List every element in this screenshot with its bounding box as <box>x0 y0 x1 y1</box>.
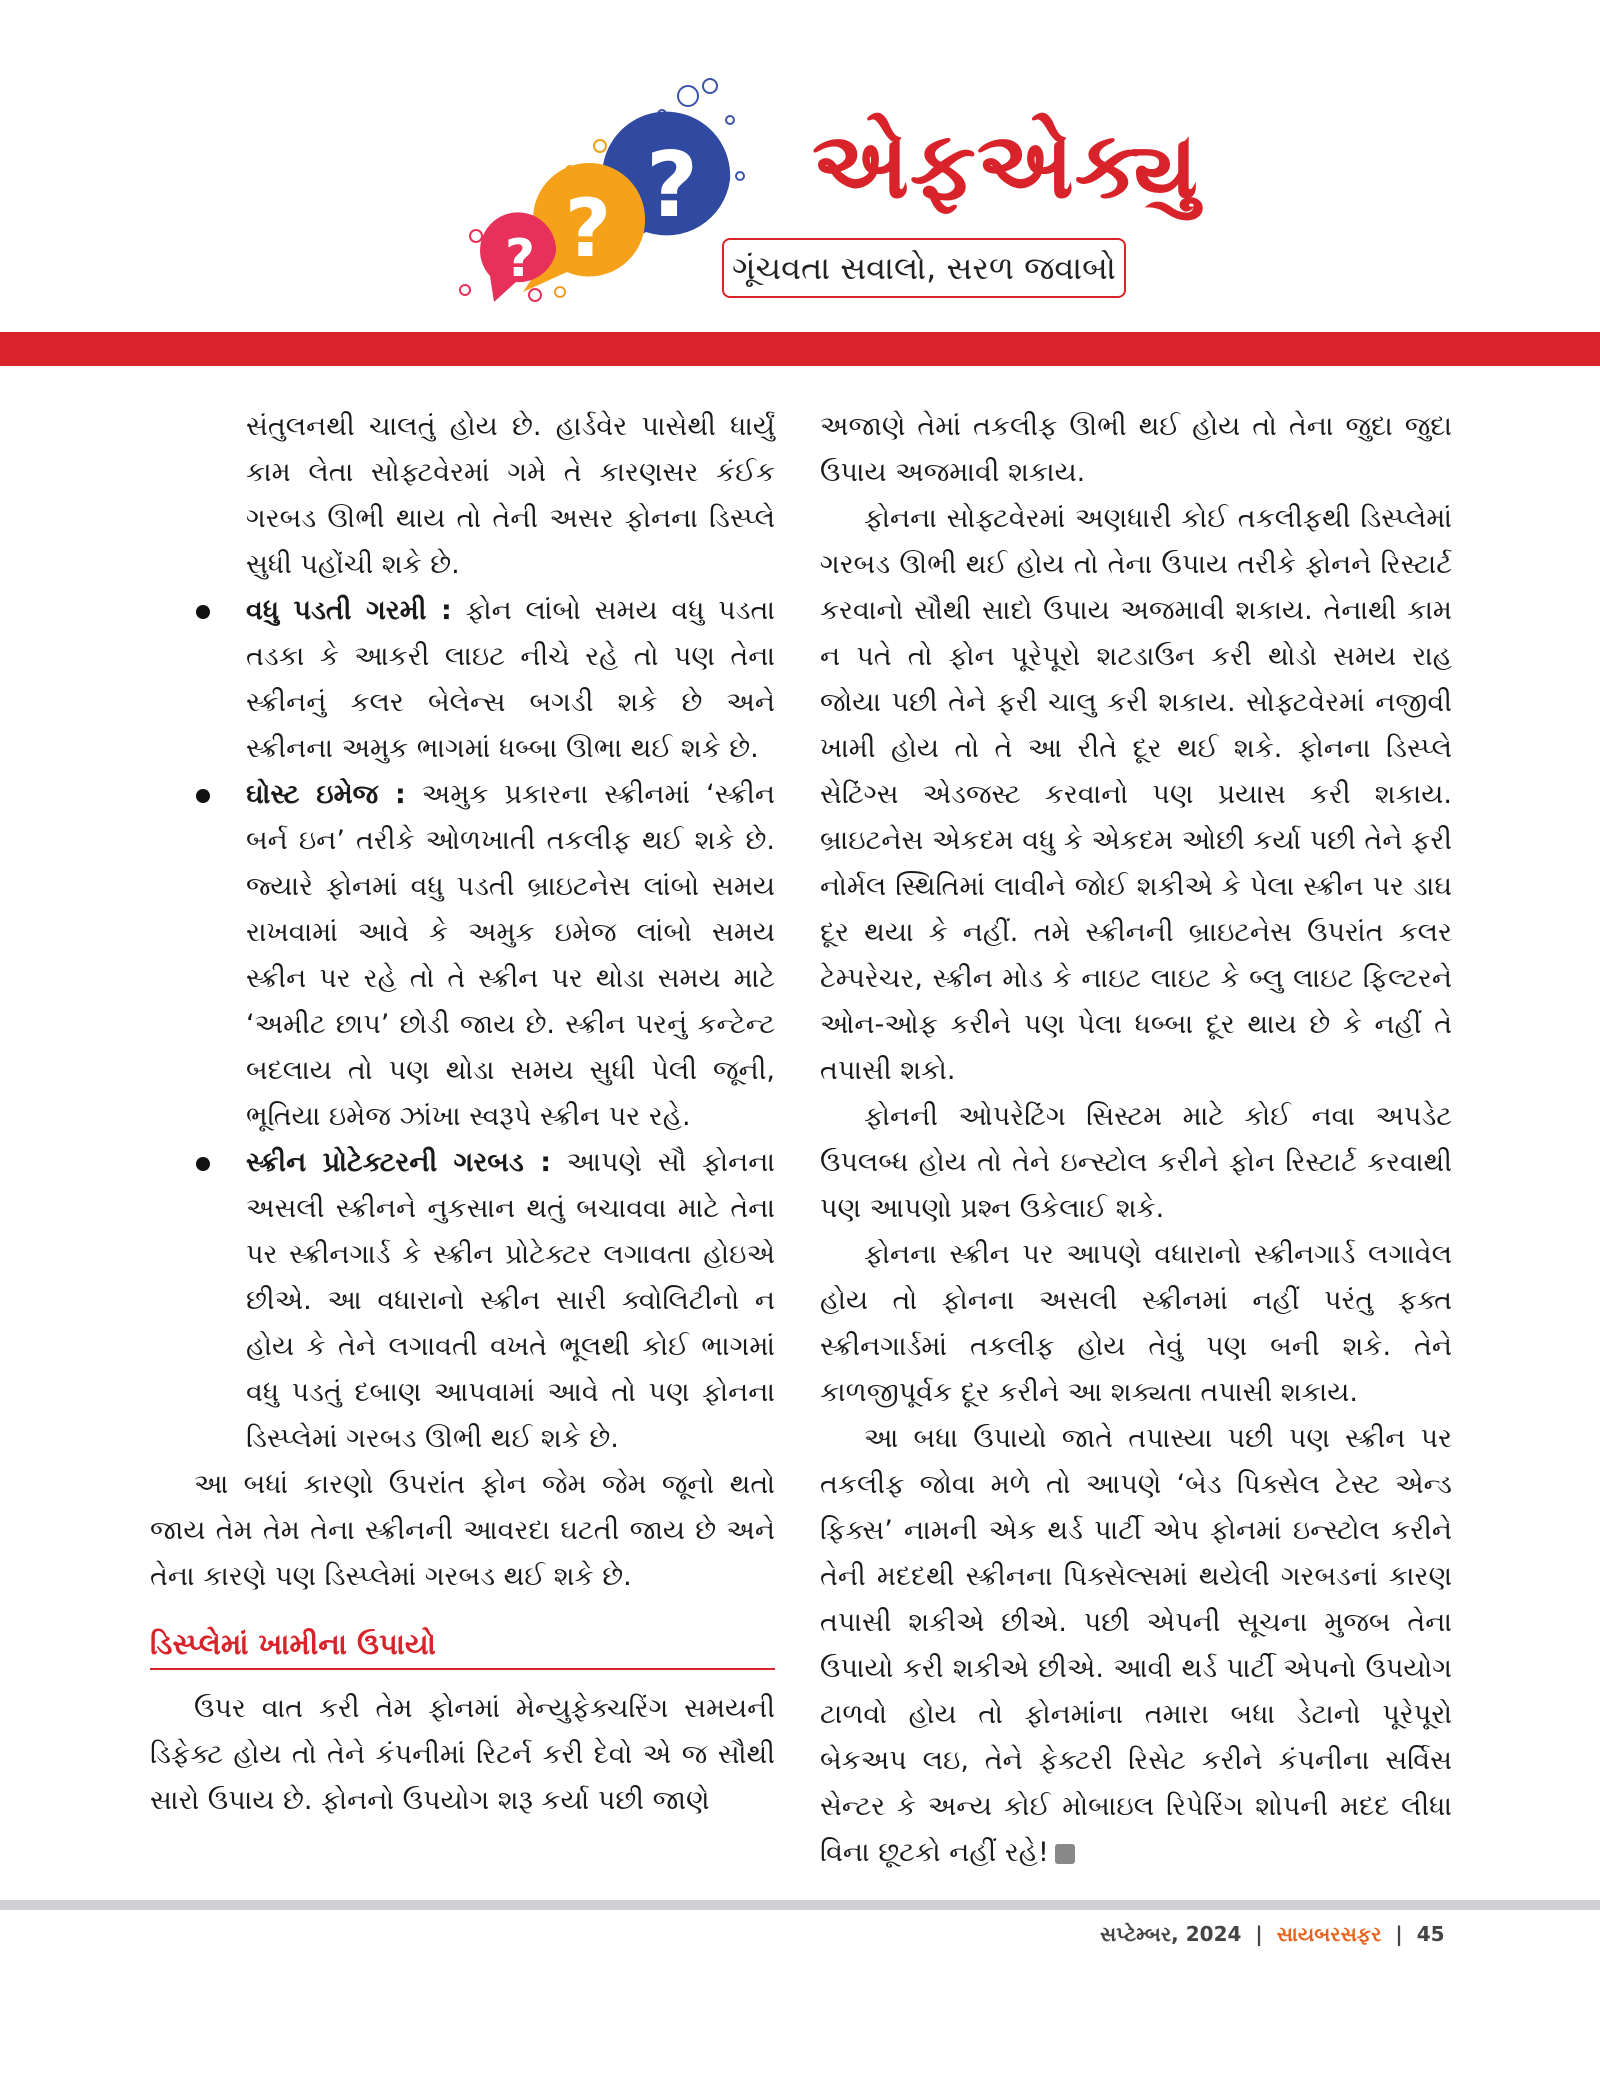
bullet-item <box>150 588 775 772</box>
remedy-paragraph: ઉપર વાત કરી તેમ ફોનમાં મેન્યુફેક્ચરિંગ સમયની ડિફેક્ટ હોય તો તેને કંપનીમાં રિટર્ન કરી દેવો એ જ સૌથી સારો ઉપાય છે. ફોનનો ઉપયોગ શરૂ કર્યા પછી જાણે <box>150 1693 775 1816</box>
footer-separator: | <box>1395 1922 1403 1946</box>
bullet-text: ફોન લાંબો સમય વધુ પડતા તડકા કે આકરી લાઇટ નીચે રહે તો પણ તેના સ્ક્રીનનું કલર બેલેન્સ બગડી શકે છે અને સ્ક્રીનના અમુક ભાગમાં ધબ્બા ઊભા થઈ શકે છે. <box>246 595 775 764</box>
header-divider-band <box>0 332 1600 366</box>
paragraph: ફોનના સોફ્ટવેરમાં અણધારી કોઈ તકલીફથી ડિસ્પ્લેમાં ગરબડ ઊભી થઈ હોય તો તેના ઉપાય તરીકે ફોનને રિસ્ટાર્ટ કરવાનો સૌથી સાદો ઉપાય અજમાવી શકાય. તેનાથી કામ ન પતે તો ફોન પૂરેપૂરો શટડાઉન કરી થોડો સમય રાહ જોયા પછી તેને ફરી ચાલુ કરી શકાય. સોફ્ટવેરમાં નજીવી ખામી હોય તો તે આ રીતે દૂર થઈ શકે. ફોનના ડિસ્પ્લે સેટિંગ્સ એડજસ્ટ કરવાનો પણ પ્રયાસ કરી શકાય. બ્રાઇટનેસ એકદમ વધુ કે એકદમ ઓછી કર્યા પછી તેને ફરી નોર્મલ સ્થિતિમાં લાવીને જોઈ શકીએ કે પેલા સ્ક્રીન પર ડાઘ દૂર થયા કે નહીં. તમે સ્ક્રીનની બ્રાઇટનેસ ઉપરાંત કલર ટેમ્પરેચર, સ્ક્રીન મોડ કે નાઇટ લાઇટ કે બ્લુ લાઇટ ફિલ્ટરને ઓન-ઓફ કરીને પણ પેલા ધબ્બા દૂર થાય છે કે નહીં તે તપાસી શકો. <box>820 503 1452 1086</box>
aging-paragraph: આ બધાં કારણો ઉપરાંત ફોન જેમ જેમ જૂનો થતો જાય તેમ તેમ તેના સ્ક્રીનની આવરદા ઘટતી જાય છે અને તેના કારણે પણ ડિસ્પ્લેમાં ગરબડ થઈ શકે છે. <box>150 1469 775 1592</box>
bullet-icon <box>196 789 210 803</box>
bullet-text: અમુક પ્રકારના સ્ક્રીનમાં ‘સ્ક્રીન બર્ન ઇન’ તરીકે ઓળખાતી તકલીફ થઈ શકે છે. જ્યારે ફોનમાં વધુ પડતી બ્રાઇટનેસ લાંબો સમય રાખવામાં આવે કે અમુક ઇમેજ લાંબો સમય સ્ક્રીન પર રહે તો તે સ્ક્રીન પર થોડા સમય માટે ‘અમીટ છાપ’ છોડી જાય છે. સ્ક્રીન પરનું કન્ટેન્ટ બદલાય તો પણ થોડા સમય સુધી પેલી જૂની, ભૂતિયા ઇમેજ ઝાંખા સ્વરૂપે સ્ક્રીન પર રહે. <box>246 779 775 1132</box>
page-number: 45 <box>1416 1922 1445 1946</box>
subheading: ડિસ્પ્લેમાં ખામીના ઉપાયો <box>150 1620 775 1670</box>
bullet-icon <box>196 1157 210 1171</box>
svg-text:?: ? <box>504 229 536 289</box>
svg-text:?: ? <box>564 182 612 275</box>
section-title: એફએક્યુ <box>812 112 1200 219</box>
paragraph-text: આ બધા ઉપાયો જાતે તપાસ્યા પછી પણ સ્ક્રીન પર તકલીફ જોવા મળે તો આપણે ‘બેડ પિક્સેલ ટેસ્ટ એન્ડ ફિક્સ’ નામની એક થર્ડ પાર્ટી એપ ફોનમાં ઇન્સ્ટોલ કરીને તેની મદદથી સ્ક્રીનના પિક્સેલ્સમાં થયેલી ગરબડનાં કારણ તપાસી શકીએ છીએ. પછી એપની સૂચના મુજબ તેના ઉપાયો કરી શકીએ છીએ. આવી થર્ડ પાર્ટી એપનો ઉપયોગ ટાળવો હોય તો ફોનમાંના તમારા બધા ડેટાનો પૂરેપૂરો બેકઅપ લઇ, તેને ફેક્ટરી રિસેટ કરીને કંપનીના સર્વિસ સેન્ટર કે અન્ય કોઈ મોબાઇલ રિપેરિંગ શોપની મદદ લીધા વિના છૂટકો નહીં રહે! <box>820 1423 1452 1868</box>
issue-date: સપ્ટેમ્બર, 2024 <box>1100 1922 1242 1946</box>
bullet-term: વધુ પડતી ગરમી : <box>246 595 452 626</box>
end-mark-icon <box>1055 1844 1075 1864</box>
bullet-term: સ્ક્રીન પ્રોટેક્ટરની ગરબડ : <box>246 1147 552 1178</box>
footer <box>1100 1922 1600 1946</box>
paragraph: અજાણે તેમાં તકલીફ ઊભી થઈ હોય તો તેના જુદા જુદા ઉપાય અજમાવી શકાય. <box>820 411 1452 488</box>
intro-paragraph: સંતુલનથી ચાલતું હોય છે. હાર્ડવેર પાસેથી ધાર્યું કામ લેતા સોફ્ટવેરમાં ગમે તે કારણસર કંઈક ગરબડ ઊભી થાય તો તેની અસર ફોનના ડિસ્પ્લે સુધી પહોંચી શકે છે. <box>246 411 775 580</box>
svg-text:?: ? <box>645 133 699 238</box>
paragraph: ફોનની ઓપરેટિંગ સિસ્ટમ માટે કોઈ નવા અપડેટ ઉપલબ્ધ હોય તો તેને ઇન્સ્ટોલ કરીને ફોન રિસ્ટાર્ટ કરવાથી પણ આપણો પ્રશ્ન ઉકેલાઈ શકે. <box>820 1101 1452 1224</box>
left-column <box>150 404 775 1824</box>
paragraph-last <box>820 1416 1452 1876</box>
footer-divider <box>0 1900 1600 1910</box>
footer-area <box>0 1900 1600 1986</box>
right-column <box>820 404 1452 1876</box>
bullet-item <box>150 772 775 1140</box>
magazine-brand: સાયબરસફર <box>1276 1922 1382 1946</box>
bullet-item <box>150 1140 775 1462</box>
bullet-term: ઘોસ્ટ ઇમેજ : <box>246 779 406 810</box>
bullet-text: આપણે સૌ ફોનના અસલી સ્ક્રીનને નુકસાન થતું બચાવવા માટે તેના પર સ્ક્રીનગાર્ડ કે સ્ક્રીન પ્રોટેક્ટર લગાવતા હોઇએ છીએ. આ વધારાનો સ્ક્રીન સારી ક્વોલિટીનો ન હોય કે તેને લગાવતી વખતે ભૂલથી કોઈ ભાગમાં વધુ પડતું દબાણ આપવામાં આવે તો પણ ફોનના ડિસ્પ્લેમાં ગરબડ ઊભી થઈ શકે છે. <box>246 1147 775 1454</box>
bullet-icon <box>196 605 210 619</box>
section-tagline: ગૂંચવતા સવાલો, સરળ જવાબો <box>722 238 1126 298</box>
paragraph: ફોનના સ્ક્રીન પર આપણે વધારાનો સ્ક્રીનગાર્ડ લગાવેલ હોય તો ફોનના અસલી સ્ક્રીનમાં નહીં પરંતુ ફક્ત સ્ક્રીનગાર્ડમાં તકલીફ હોય તેવું પણ બની શકે. તેને કાળજીપૂર્વક દૂર કરીને આ શક્યતા તપાસી શકાય. <box>820 1239 1452 1408</box>
footer-separator: | <box>1255 1922 1263 1946</box>
